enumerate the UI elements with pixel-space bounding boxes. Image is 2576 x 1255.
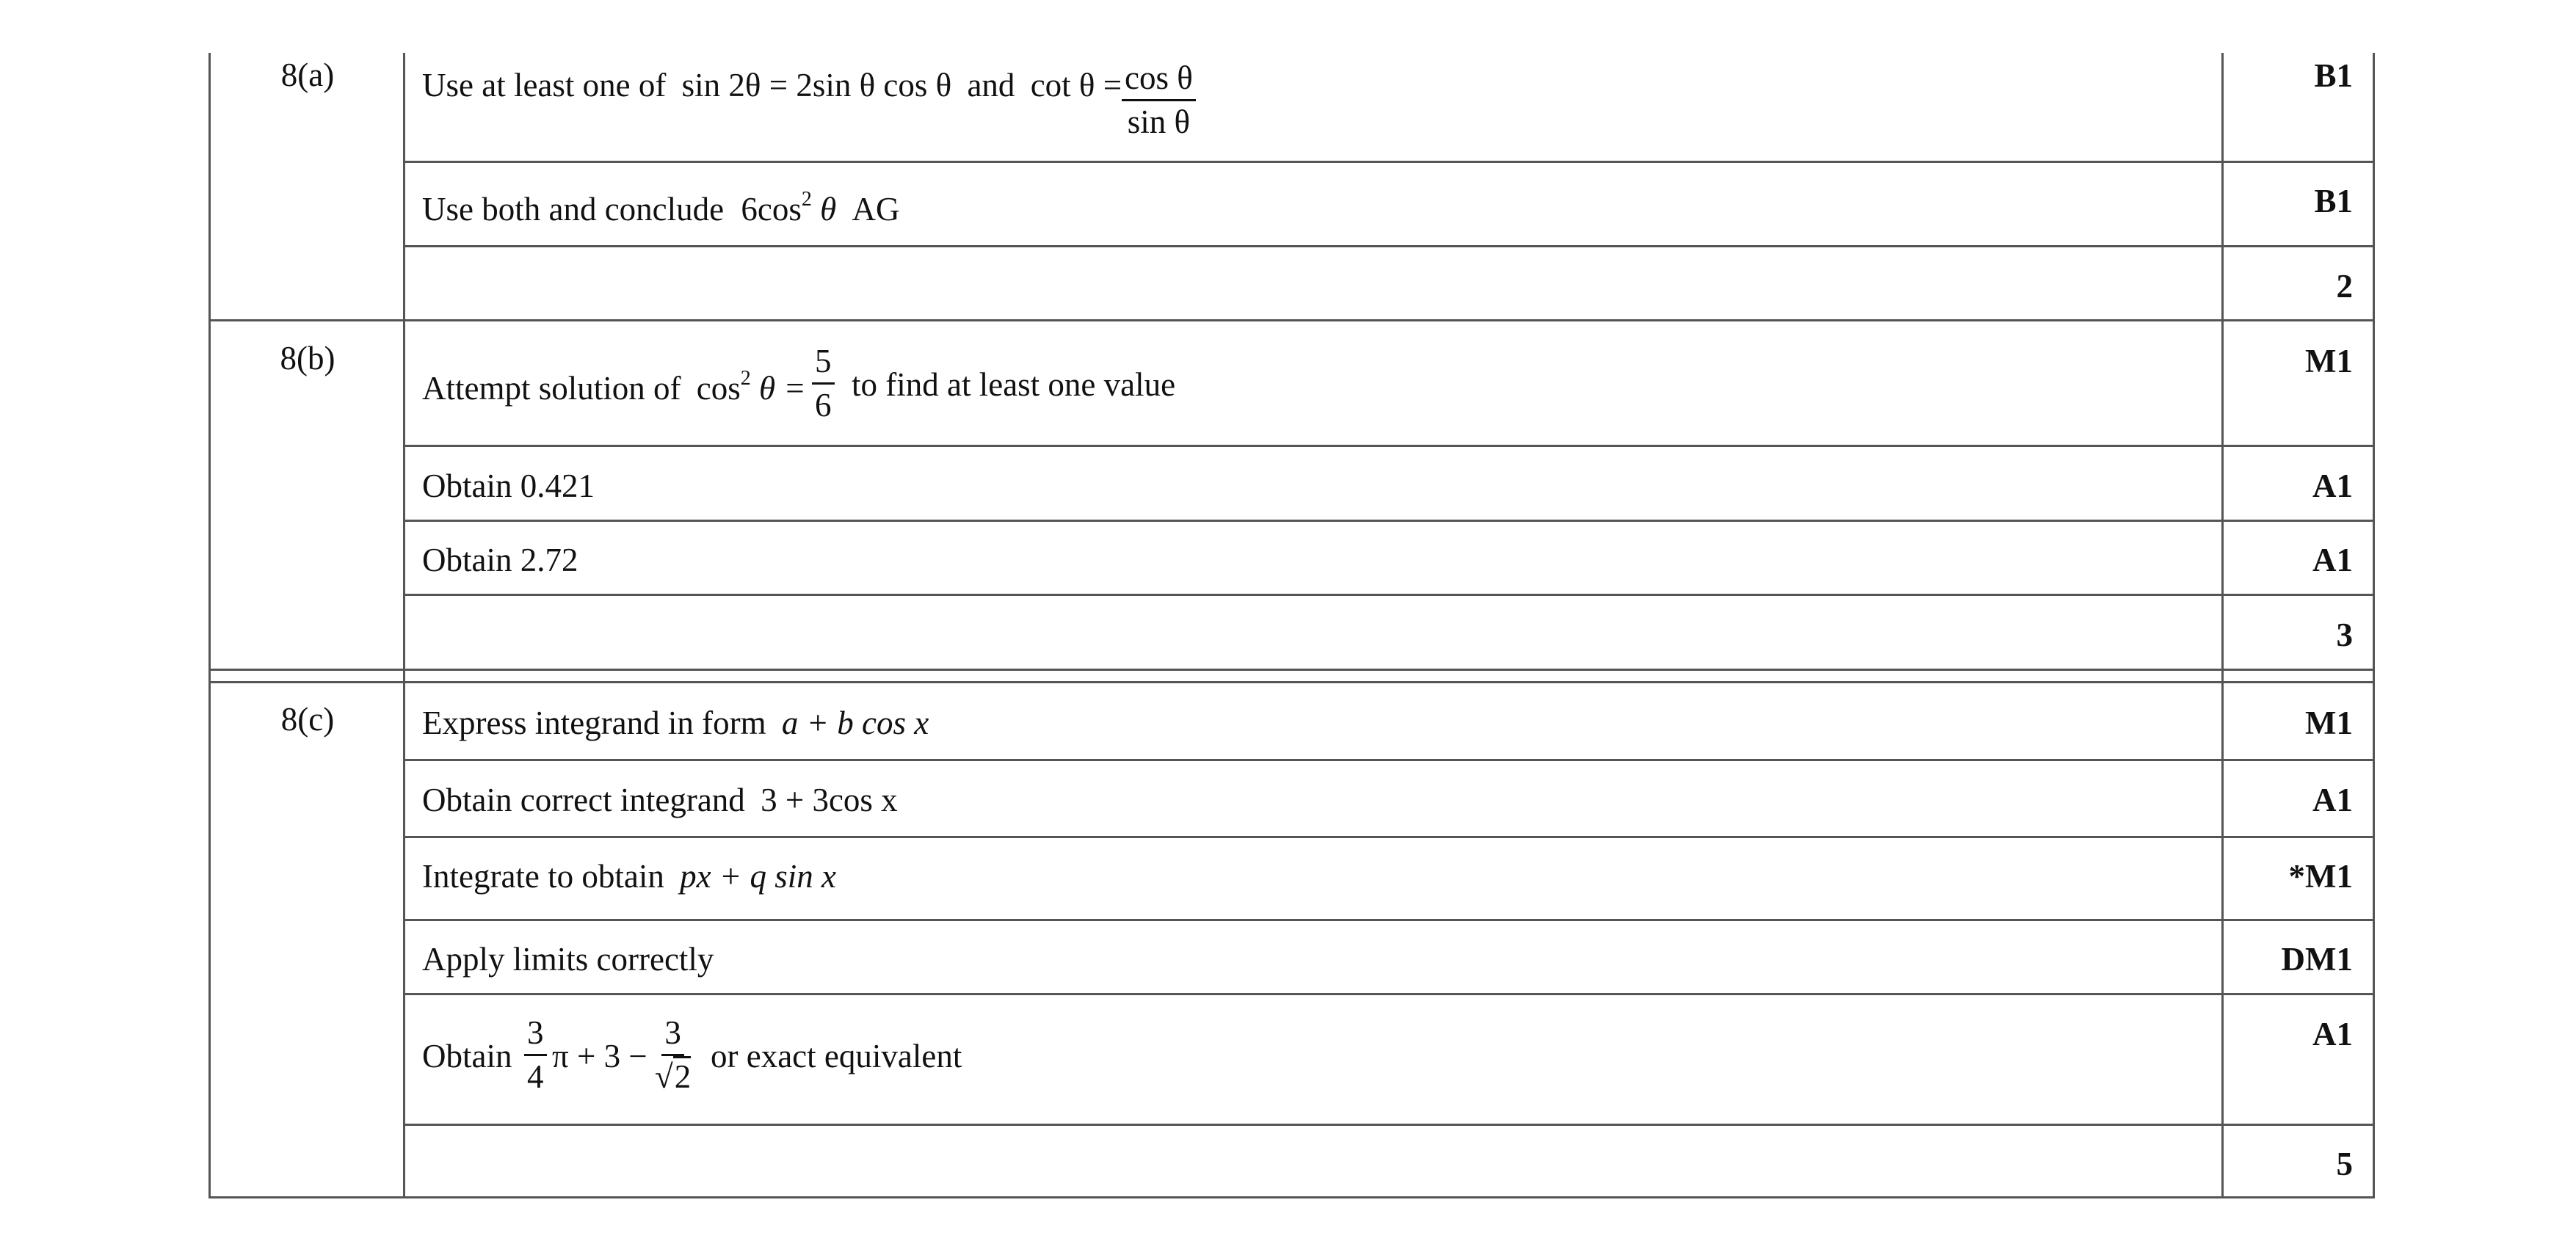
table-border: [2373, 53, 2375, 1198]
guidance-text: Apply limits correctly: [422, 941, 714, 978]
mark-code: *M1: [2288, 858, 2353, 895]
guidance-text: Express integrand in form a + b cos x: [422, 705, 929, 741]
mark-code: A1: [2312, 542, 2353, 578]
row-divider: [403, 445, 2375, 447]
question-divider: [208, 669, 2375, 671]
row-divider: [403, 759, 2375, 761]
guidance-text: π + 3 −: [552, 1038, 647, 1074]
guidance-text: Obtain correct integrand 3 + 3cos x: [422, 782, 898, 818]
row-divider: [403, 919, 2375, 921]
mark-code: A1: [2312, 782, 2353, 818]
row-divider: [403, 161, 2375, 163]
fraction: $\frac{3}{4}$: [524, 1016, 547, 1094]
mark-code: DM1: [2281, 941, 2353, 978]
guidance-text: Use at least one of sin 2θ = 2sin θ cos θ and cot θ =: [422, 67, 1122, 103]
guidance-text: to find at least one value: [852, 366, 1176, 403]
question-divider: [208, 681, 2375, 683]
question-number: 8(a): [280, 57, 335, 93]
guidance-text: or exact equivalent: [711, 1038, 962, 1074]
guidance-text: Attempt solution of $\cos^2 \theta$ =: [422, 367, 806, 407]
sqrt-icon: √: [655, 1058, 673, 1095]
mark-code: A1: [2312, 468, 2353, 504]
fraction: $\frac{3}{√2}$: [655, 1014, 692, 1095]
guidance-text: Obtain: [422, 1038, 512, 1074]
table-border: [208, 1196, 2375, 1198]
mark-code: M1: [2305, 343, 2353, 379]
question-number: 8(c): [280, 701, 335, 738]
row-divider: [403, 993, 2375, 995]
mark-total: 2: [2336, 268, 2353, 305]
guidance-text: Obtain 2.72: [422, 542, 578, 578]
mark-code: B1: [2314, 183, 2353, 219]
row-divider: [403, 836, 2375, 838]
mark-code: A1: [2312, 1016, 2353, 1052]
question-divider: [208, 319, 2375, 321]
row-divider: [403, 594, 2375, 596]
mark-total: 3: [2336, 616, 2353, 653]
mark-code: B1: [2314, 57, 2353, 94]
fraction: $\frac{\text{cos θ}}{\text{sin θ}}$: [1122, 62, 1196, 139]
guidance-text: Obtain 0.421: [422, 468, 595, 504]
guidance-text: Integrate to obtain px + q sin x: [422, 858, 836, 895]
table-border: [208, 53, 211, 1198]
row-divider: [403, 245, 2375, 247]
question-number: 8(b): [280, 340, 335, 376]
fraction: $\frac{5}{6}$: [812, 345, 835, 422]
column-divider: [403, 53, 405, 1198]
row-divider: [403, 520, 2375, 522]
mark-code: M1: [2305, 705, 2353, 741]
mark-total: 5: [2336, 1146, 2353, 1182]
row-divider: [403, 1124, 2375, 1126]
guidance-text: Use both and conclude $6\cos^2$ θ AG: [422, 188, 900, 228]
